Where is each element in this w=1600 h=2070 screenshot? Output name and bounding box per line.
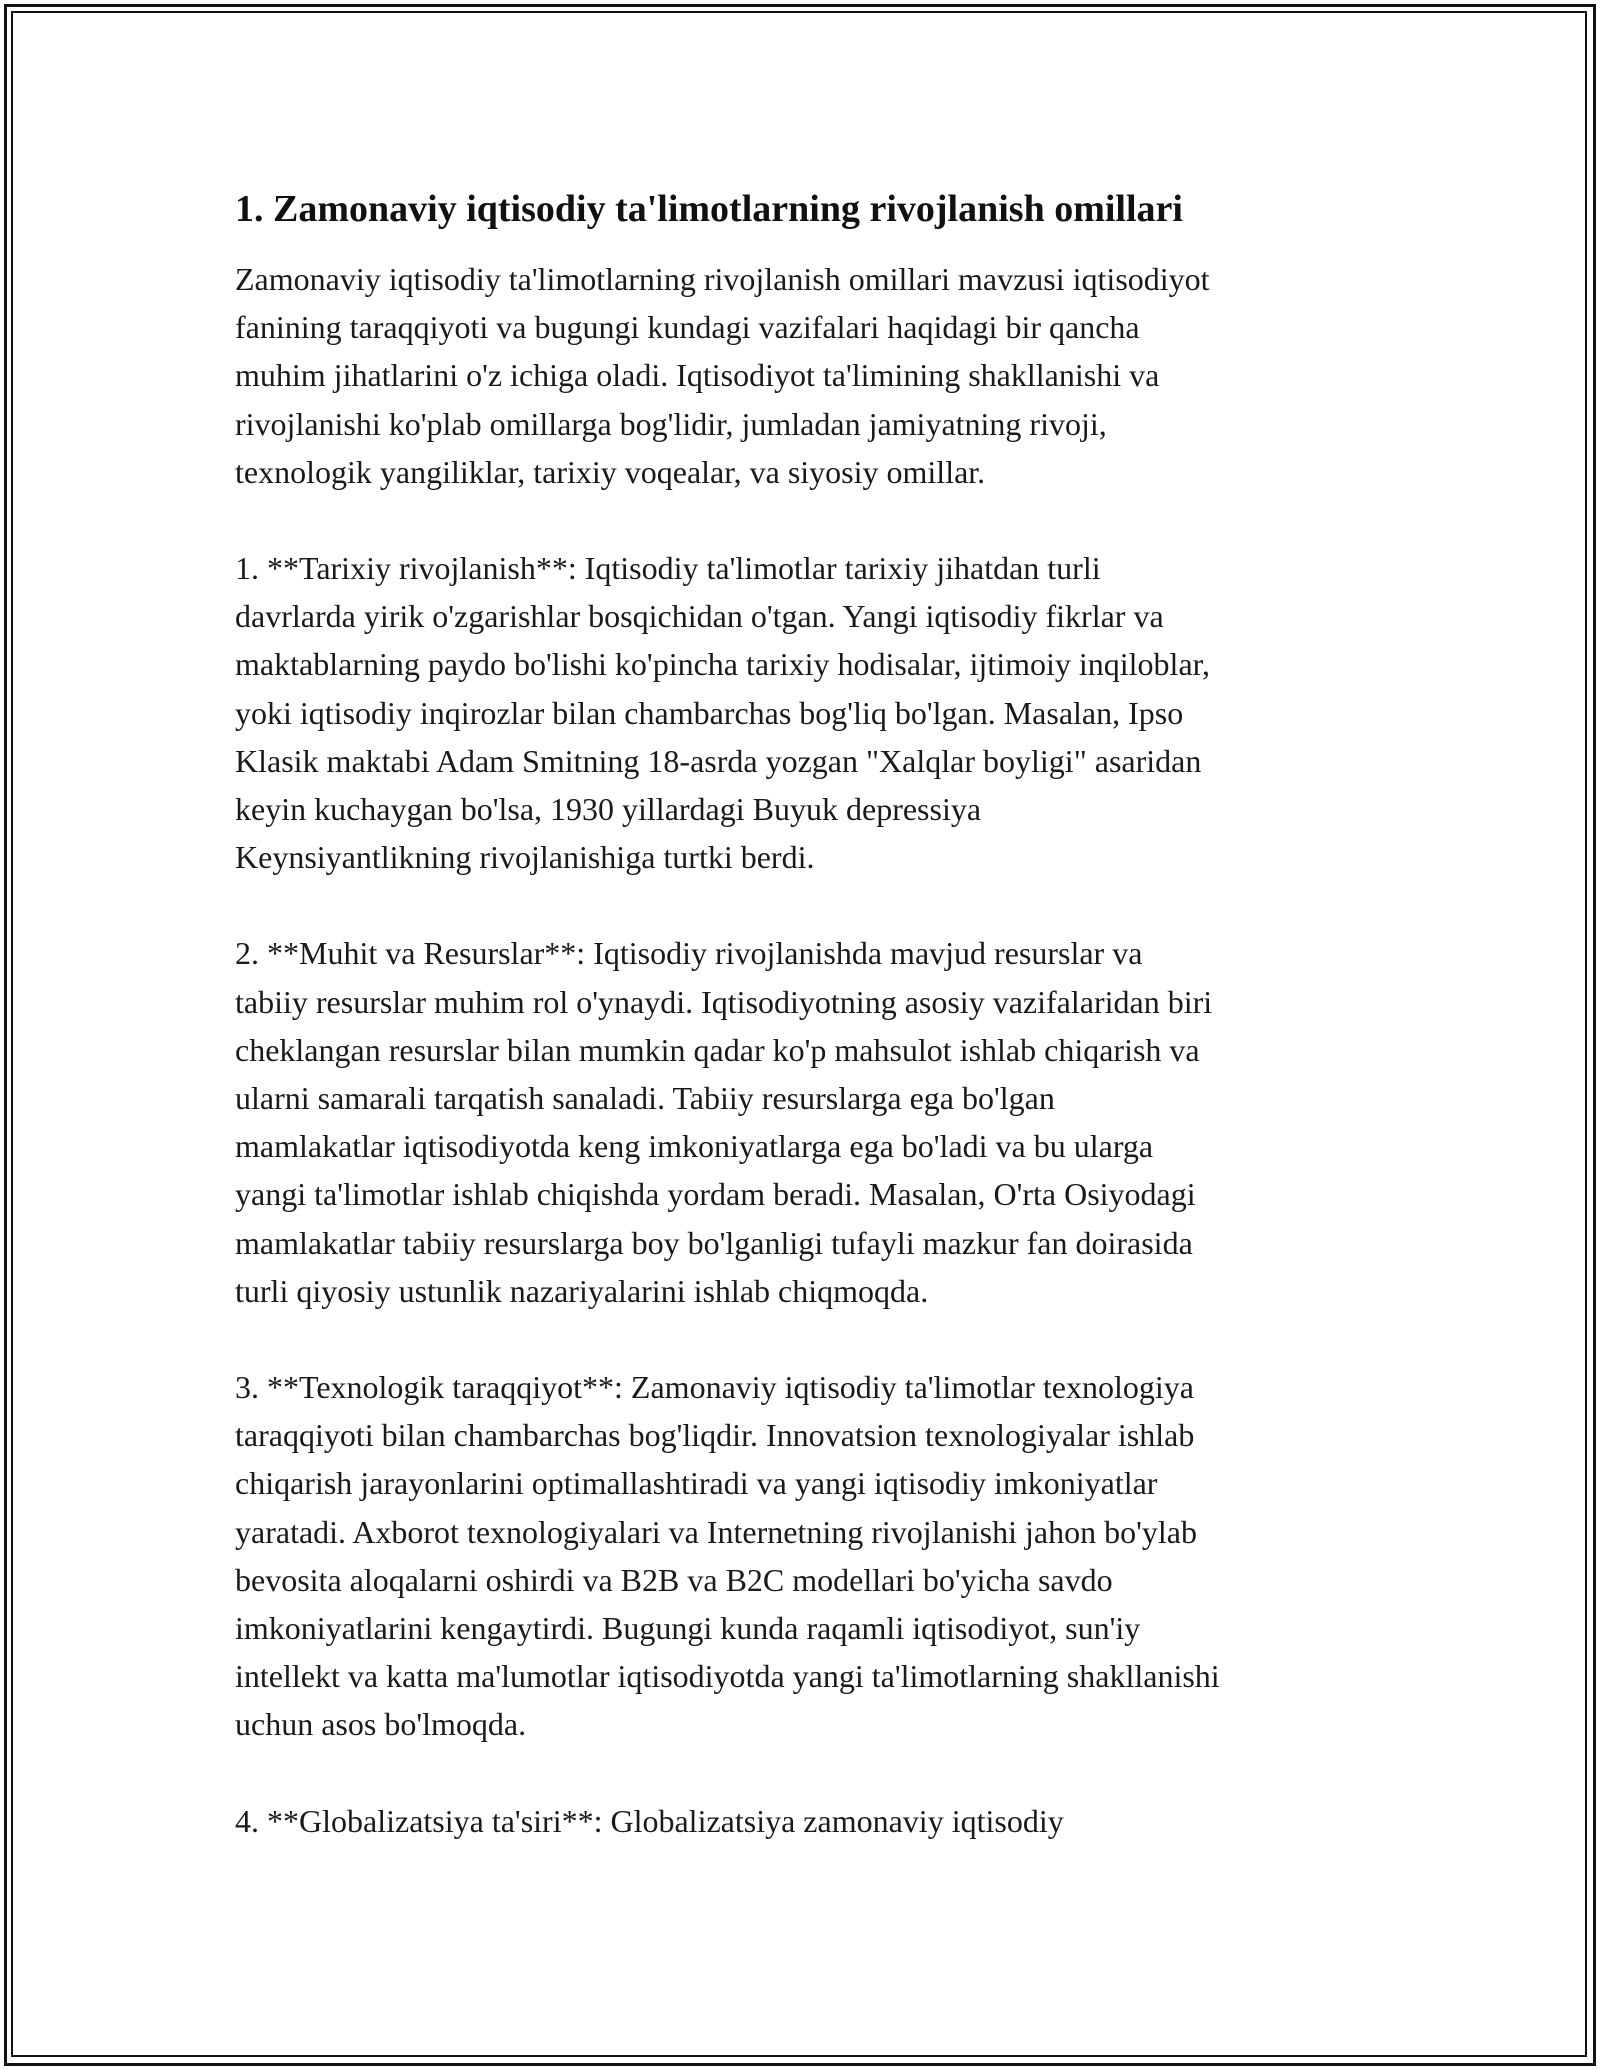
- text-line: yangi ta'limotlar ishlab chiqishda yordam beradi. Masalan, O'rta Osiyodagi: [235, 1176, 1196, 1213]
- text-line: intellekt va katta ma'lumotlar iqtisodiyotda yangi ta'limotlarning shakllanishi: [235, 1658, 1220, 1695]
- text-line: 4. **Globalizatsiya ta'siri**: Globalizatsiya zamonaviy iqtisodiy: [235, 1802, 1064, 1839]
- text-line: bevosita aloqalarni oshirdi va B2B va B2C modellari bo'yicha savdo: [235, 1561, 1113, 1598]
- intro-paragraph: [235, 255, 1370, 496]
- text-line: yoki iqtisodiy inqirozlar bilan chambarchas bog'liq bo'lgan. Masalan, Ipso: [235, 694, 1184, 731]
- text-line: cheklangan resurslar bilan mumkin qadar ko'p mahsulot ishlab chiqarish va: [235, 1031, 1200, 1068]
- text-line: Zamonaviy iqtisodiy ta'limotlarning rivojlanish omillari mavzusi iqtisodiyot: [235, 261, 1210, 297]
- text-line: davrlarda yirik o'zgarishlar bosqichidan o'tgan. Yangi iqtisodiy fikrlar va: [235, 598, 1164, 635]
- text-line: 3. **Texnologik taraqqiyot**: Zamonaviy iqtisodiy ta'limotlar texnologiya: [235, 1369, 1194, 1406]
- text-line: keyin kuchaygan bo'lsa, 1930 yillardagi Buyuk depressiya: [235, 791, 982, 828]
- text-line: Klasik maktabi Adam Smitning 18-asrda yozgan "Xalqlar boyligi" asaridan: [235, 742, 1202, 779]
- text-line: yaratadi. Axborot texnologiyalari va Internetning rivojlanishi jahon bo'ylab: [235, 1513, 1197, 1550]
- text-line: rivojlanishi ko'plab omillarga bog'lidir, jumladan jamiyatning rivoji,: [235, 405, 1107, 442]
- section-technological-progress: [235, 1363, 1370, 1749]
- document-body: [235, 185, 1370, 1893]
- text-line: 2. **Muhit va Resurslar**: Iqtisodiy rivojlanishda mavjud resurslar va: [235, 935, 1143, 972]
- text-line: fanining taraqqiyoti va bugungi kundagi vazifalari haqidagi bir qancha: [235, 309, 1140, 346]
- text-line: uchun asos bo'lmoqda.: [235, 1706, 527, 1743]
- section-globalization: [235, 1797, 1370, 1845]
- text-line: Keynsiyantlikning rivojlanishiga turtki berdi.: [235, 839, 815, 876]
- text-line: maktablarning paydo bo'lishi ko'pincha tarixiy hodisalar, ijtimoiy inqiloblar,: [235, 646, 1211, 683]
- section-environment-resources: [235, 929, 1370, 1315]
- text-line: imkoniyatlarini kengaytirdi. Bugungi kunda raqamli iqtisodiyot, sun'iy: [235, 1610, 1141, 1647]
- text-line: mamlakatlar tabiiy resurslarga boy bo'lganligi tufayli mazkur fan doirasida: [235, 1224, 1193, 1261]
- text-line: taraqqiyoti bilan chambarchas bog'liqdir. Innovatsion texnologiyalar ishlab: [235, 1417, 1195, 1454]
- text-line: mamlakatlar iqtisodiyotda keng imkoniyatlarga ega bo'ladi va bu ularga: [235, 1128, 1154, 1165]
- text-line: muhim jihatlarini o'z ichiga oladi. Iqtisodiyot ta'limining shakllanishi va: [235, 357, 1160, 394]
- section-historical-development: [235, 544, 1370, 881]
- text-line: ularni samarali tarqatish sanaladi. Tabiiy resurslarga ega bo'lgan: [235, 1080, 1055, 1117]
- text-line: 1. **Tarixiy rivojlanish**: Iqtisodiy ta'limotlar tarixiy jihatdan turli: [235, 550, 1101, 587]
- document-title: 1. Zamonaviy iqtisodiy ta'limotlarning rivojlanish omillari: [235, 188, 1183, 230]
- text-line: texnologik yangiliklar, tarixiy voqealar, va siyosiy omillar.: [235, 453, 986, 490]
- text-line: turli qiyosiy ustunlik nazariyalarini ishlab chiqmoqda.: [235, 1272, 929, 1309]
- text-line: tabiiy resurslar muhim rol o'ynaydi. Iqtisodiyotning asosiy vazifalaridan biri: [235, 983, 1213, 1020]
- text-line: chiqarish jarayonlarini optimallashtiradi va yangi iqtisodiy imkoniyatlar: [235, 1465, 1158, 1502]
